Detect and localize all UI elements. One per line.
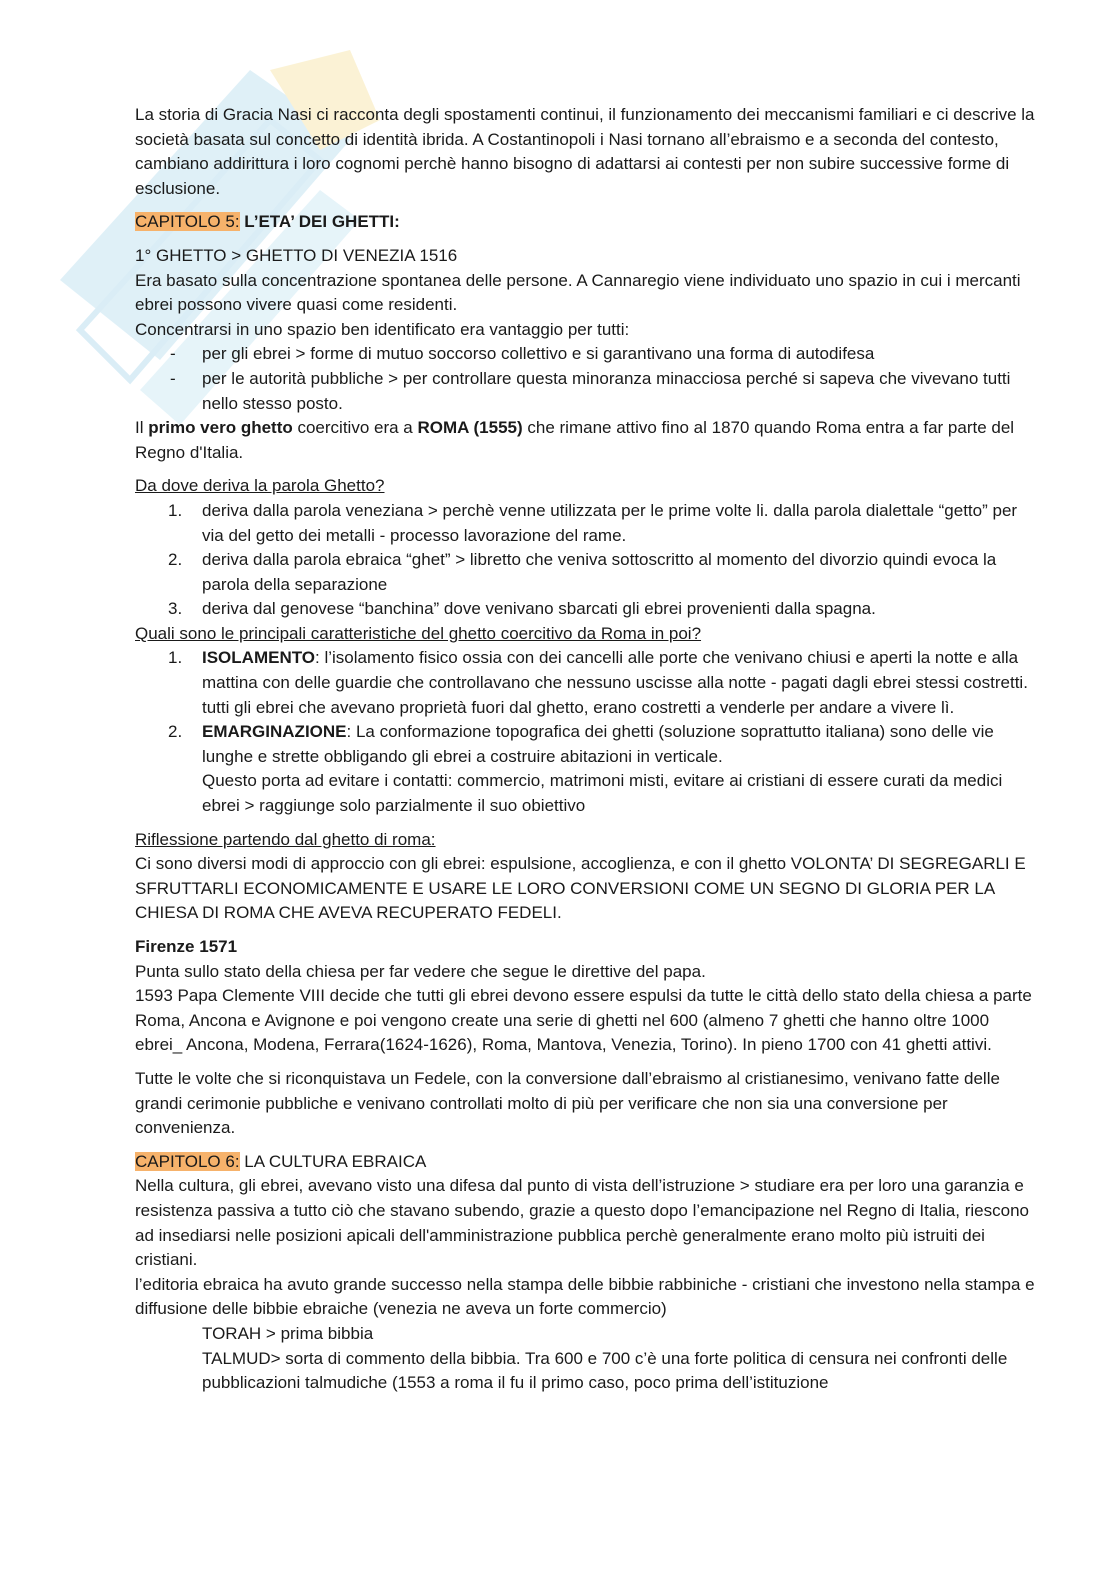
- firenze-heading: [135, 935, 1035, 960]
- list-number: 1.: [168, 648, 183, 668]
- parola-list: [135, 499, 1035, 622]
- list-number: 1.: [168, 500, 183, 520]
- ghetto-venezia-heading: 1° GHETTO > GHETTO DI VENEZIA 1516: [135, 245, 458, 265]
- chapter-6-title: LA CULTURA EBRAICA: [239, 1151, 427, 1171]
- firenze-line3: Tutte le volte che si riconquistava un Fedele, con la conversione dall’ebraismo al cristianesimo, venivano fatte delle grandi cerimonie pubbliche e venivano controllati molto di più per verificare che non sia una conversione per convenienza.: [135, 1068, 1000, 1138]
- riflessione-paragraph: Ci sono diversi modi di approccio con gli ebrei: espulsione, accoglienza, e con il ghetto VOLONTA’ DI SEGREGARLI E SFRUTTARLI ECONOMICAMENTE E USARE LE LORO CONVERSIONI COME UN SEGNO DI GLORIA PER LA CHIESA DI ROMA CHE AVEVA RECUPERATO FEDELI.: [135, 854, 1026, 923]
- torah-line: TORAH > prima bibbia: [202, 1323, 374, 1343]
- editoria-paragraph: l’editoria ebraica ha avuto grande successo nella stampa delle bibbie rabbiniche - cristiani che investono nella stampa e diffusione delle bibbie ebraiche (venezia ne aveva un forte commercio): [135, 1274, 1035, 1319]
- list-text: : l’isolamento fisico ossia con dei cancelli alle porte che venivano chiusi e aperti la notte e alla mattina con delle guardie che controllavano che nessuno uscisse alla notte - pagati dagli ebrei stessi costretti. tutti gli ebrei che avevano proprietà fuori dal ghetto, erano costretti a venderle per andare a vivere lì.: [202, 648, 1028, 717]
- roma-paragraph: [135, 416, 1035, 465]
- emarginazione-extra: Questo porta ad evitare i contatti: commercio, matrimoni misti, evitare ai cristiani di essere curati da medici ebrei > raggiunge solo parzialmente il suo obiettivo: [202, 771, 1003, 816]
- caratteristiche-list: [135, 646, 1035, 769]
- talmud-line: TALMUD> sorta di commento della bibbia. Tra 600 e 700 c’è una forte politica di censura nei confronti delle pubblicazioni talmudiche (1553 a roma il fu il primo caso, poco prima dell’istituzione: [202, 1348, 1008, 1393]
- list-text: deriva dal genovese “banchina” dove venivano sbarcati gli ebrei provenienti dalla spagna.: [202, 599, 876, 619]
- list-bold: EMARGINAZIONE: [202, 722, 347, 742]
- document-content: [135, 103, 1035, 1396]
- roma-text: Il: [135, 418, 149, 438]
- roma-text: coercitivo era a: [292, 418, 418, 438]
- list-item: [168, 646, 1035, 720]
- list-item: - per gli ebrei > forme di mutuo soccorso collettivo e si garantivano una forma di autodifesa: [202, 342, 1035, 367]
- chapter-5-heading: [135, 210, 1035, 235]
- roma-bold: ROMA (1555): [417, 418, 523, 438]
- list-item: [168, 548, 1035, 597]
- list-number: 2.: [168, 722, 183, 742]
- chapter-5-label: CAPITOLO 5:: [135, 212, 240, 232]
- cultura-paragraph: Nella cultura, gli ebrei, avevano visto una difesa dal punto di vista dell’istruzione > studiare era per loro una garanzia e resistenza passiva a tutto ciò che stavano subendo, grazie a questo dopo l’emancipazione nel Regno di Italia, riescono ad insediarsi nelle posizioni apicali dell'amministrazione pubblica perchè generalmente erano molto più istruiti dei cristiani.: [135, 1176, 1030, 1270]
- list-item: [168, 720, 1035, 769]
- list-number: 3.: [168, 599, 183, 619]
- firenze-line1: Punta sullo stato della chiesa per far vedere che segue le direttive del papa.: [135, 961, 706, 981]
- list-text: deriva dalla parola veneziana > perchè venne utilizzata per le prime volte li. dalla parola dialettale “getto” per via del getto dei metalli - processo lavorazione del rame.: [202, 500, 1018, 545]
- parola-question: Da dove deriva la parola Ghetto?: [135, 476, 385, 496]
- vantaggio-paragraph: Concentrarsi in uno spazio ben identificato era vantaggio per tutti:: [135, 319, 630, 339]
- venezia-paragraph: Era basato sulla concentrazione spontanea delle persone. A Cannaregio viene individuato uno spazio in cui i mercanti ebrei possono vivere quasi come residenti.: [135, 270, 1021, 315]
- firenze-line2: 1593 Papa Clemente VIII decide che tutti gli ebrei devono essere espulsi da tutte le città dello stato della chiesa a parte Roma, Ancona e Avignone e poi vengono create una serie di ghetti nel 600 (almeno 7 ghetti che hanno oltre 1000 ebrei_ Ancona, Modena, Ferrara(1624-1626), Roma, Mantova, Venezia, Torino). In pieno 1700 con 41 ghetti attivi.: [135, 986, 1032, 1055]
- list-item: - per le autorità pubbliche > per controllare questa minoranza minacciosa perché si sapeva che vivevano tutti nello stesso posto.: [202, 367, 1035, 416]
- chapter-6-heading: [135, 1150, 1035, 1175]
- list-text: deriva dalla parola ebraica “ghet” > libretto che veniva sottoscritto al momento del divorzio quindi evoca la parola della separazione: [202, 550, 997, 594]
- roma-bold: primo vero ghetto: [148, 418, 293, 438]
- list-text: : La conformazione topografica dei ghetti (soluzione soprattutto italiana) sono delle vie lunghe e strette obbligando gli ebrei a costruire abitazioni in verticale.: [202, 722, 994, 766]
- vantaggio-list: [135, 342, 1035, 416]
- riflessione-heading: Riflessione partendo dal ghetto di roma:: [135, 829, 436, 849]
- list-number: 2.: [168, 550, 183, 570]
- list-item: [168, 597, 1035, 622]
- list-bold: ISOLAMENTO: [202, 648, 316, 668]
- intro-paragraph: La storia di Gracia Nasi ci racconta degli spostamenti continui, il funzionamento dei meccanismi familiari e ci descrive la società basata sul concetto di identità ibrida. A Costantinopoli i Nasi tornano all’ebraismo e a seconda del contesto, cambiano addirittura i loro cognomi perchè hanno bisogno di adattarsi ai contesti per non subire successive forme di esclusione.: [135, 105, 1035, 198]
- caratteristiche-question: Quali sono le principali caratteristiche del ghetto coercitivo da Roma in poi?: [135, 623, 702, 643]
- firenze-title: Firenze 1571: [135, 937, 238, 956]
- chapter-6-label: CAPITOLO 6:: [135, 1151, 240, 1171]
- list-item: [168, 499, 1035, 548]
- chapter-5-title: L’ETA’ DEI GHETTI:: [239, 212, 400, 232]
- roma-text: che rimane attivo fino al 1870 quando Roma entra a far parte del Regno d'Italia.: [135, 418, 1015, 462]
